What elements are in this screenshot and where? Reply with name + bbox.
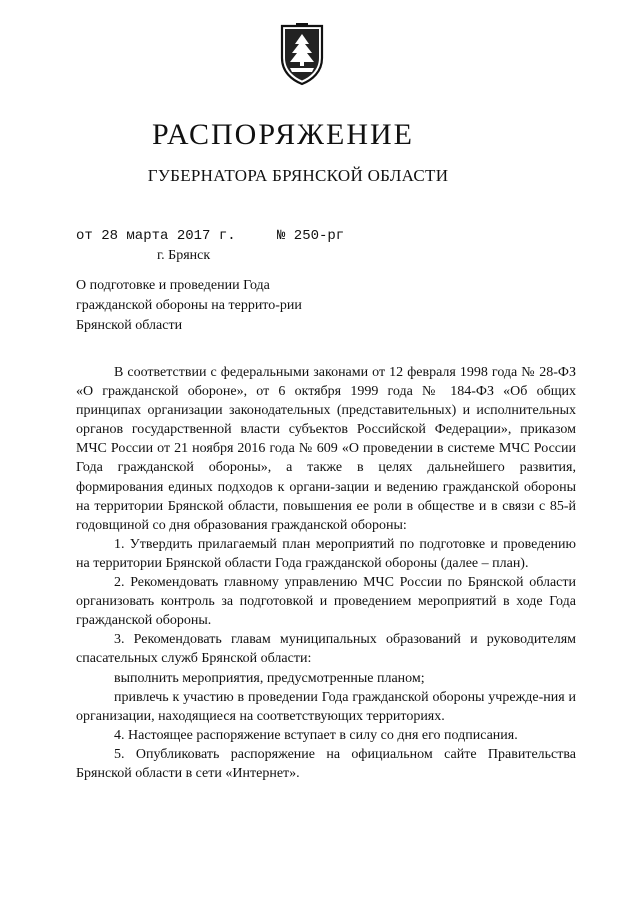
document-subtitle: ГУБЕРНАТОРА БРЯНСКОЙ ОБЛАСТИ bbox=[147, 166, 449, 185]
document-title: РАСПОРЯЖЕНИЕ bbox=[151, 118, 415, 151]
document-date: от 28 марта 2017 г. bbox=[76, 228, 236, 244]
item-2-paragraph: 2. Рекомендовать главному управлению МЧС России по Брянской области организовать контроль за подготовкой и проведением мероприятий в ходе Года гражданской обороны. bbox=[76, 575, 576, 629]
document-subject: О подготовке и проведении Года гражданской обороны на террито-рии Брянской области bbox=[76, 278, 302, 333]
item-3-paragraph: 3. Рекомендовать главам муниципальных образований и руководителям спасательных служб Брянской области: bbox=[76, 632, 576, 667]
item-3b-paragraph: привлечь к участию в проведении Года гражданской обороны учрежде-ния и организации, находящиеся на соответствующих территориях. bbox=[76, 689, 576, 724]
document-number: № 250-рг bbox=[277, 228, 345, 244]
document-body bbox=[76, 363, 576, 783]
document-city: г. Брянск bbox=[157, 248, 211, 263]
item-1-paragraph: 1. Утвердить прилагаемый план мероприятий по подготовке и проведению на территории Брянской области Года гражданской обороны (далее – план). bbox=[76, 536, 576, 571]
item-4-paragraph: 4. Настоящее распоряжение вступает в силу со дня его подписания. bbox=[114, 727, 518, 743]
item-5-paragraph: 5. Опубликовать распоряжение на официальном сайте Правительства Брянской области в сети «Интернет». bbox=[76, 746, 576, 781]
coat-of-arms-icon bbox=[276, 22, 328, 86]
preamble-paragraph: В соответствии с федеральными законами от 12 февраля 1998 года № 28-ФЗ «О гражданской обороне», от 6 октября 1999 года № 184-ФЗ «Об общих принципах организации законодательных (представительных) и исполнительных органов государственной власти субъектов Российской Федерации», приказом МЧС России от 21 ноября 2016 года № 609 «О проведении в системе МЧС России Года гражданской обороны», а также в целях дальнейшего развития, формирования единых подходов к органи-зации и ведению гражданской обороны на территории Брянской области, повышения ее роли в обществе и в связи с 85-й годовщиной со дня образования гражданской обороны: bbox=[76, 365, 576, 533]
item-3a-paragraph: выполнить мероприятия, предусмотренные планом; bbox=[114, 670, 425, 686]
